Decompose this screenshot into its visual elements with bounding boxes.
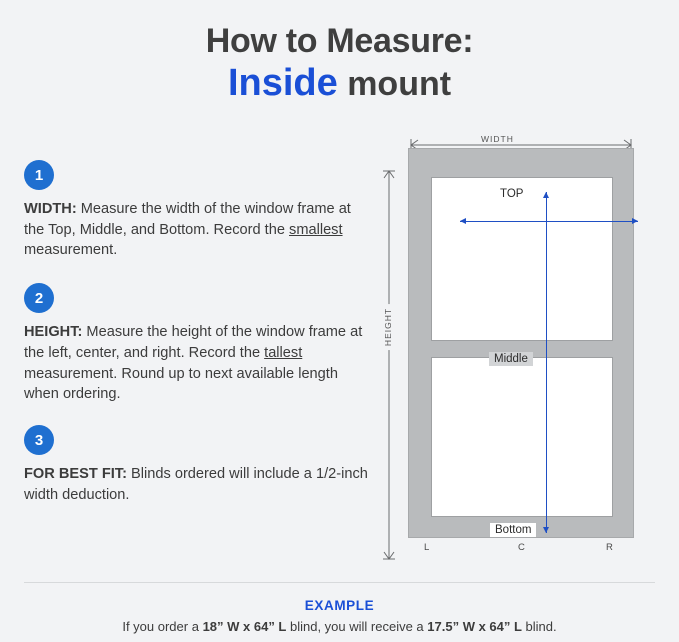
- example-middle: blind, you will receive a: [286, 619, 428, 634]
- step-badge-1: 1: [24, 160, 54, 190]
- example-footer: [0, 598, 679, 634]
- step-text-3: [24, 464, 374, 505]
- step-badge-3: 3: [24, 425, 54, 455]
- example-order-size: 18” W x 64” L: [202, 619, 287, 634]
- step-body-2: Measure the height of the window frame at the left, center, and right. Record the: [24, 324, 363, 361]
- example-suffix: blind.: [521, 619, 557, 634]
- middle-label: Middle: [489, 352, 533, 366]
- width-label: WIDTH: [477, 134, 518, 144]
- page-title-rest: mount: [337, 65, 452, 104]
- axis-left-label: L: [424, 542, 430, 553]
- step-item-1: [24, 160, 374, 261]
- step-body-1: Measure the width of the window frame at the Top, Middle, and Bottom. Record the: [24, 201, 351, 238]
- page-title-line1: How to Measure:: [205, 22, 474, 60]
- width-measure-line: [460, 221, 638, 222]
- step-body-3: Blinds ordered will include a 1/2-inch width deduction.: [24, 466, 368, 503]
- step-item-3: [24, 425, 374, 505]
- step-lead-1: WIDTH:: [24, 201, 77, 217]
- footer-divider: [24, 582, 655, 583]
- example-prefix: If you order a: [122, 619, 203, 634]
- window-frame: [408, 148, 634, 538]
- step-item-2: [24, 283, 374, 405]
- steps-list: [24, 160, 374, 521]
- step-underline-1: smallest: [289, 221, 343, 238]
- axis-letters: [408, 542, 634, 556]
- step-text-2: [24, 322, 374, 405]
- window-sash-bottom: [431, 357, 613, 517]
- page-title-accent: Inside: [227, 62, 338, 105]
- example-text: [0, 619, 679, 634]
- axis-right-label: R: [606, 542, 613, 553]
- example-title: EXAMPLE: [304, 598, 375, 613]
- axis-center-label: C: [518, 542, 525, 553]
- height-dimension-arrow-icon: [382, 170, 396, 560]
- step-underline-2: tallest: [264, 344, 303, 361]
- step-tail-1: measurement.: [24, 242, 118, 259]
- window-sash-top: [431, 177, 613, 341]
- step-lead-2: HEIGHT:: [24, 324, 83, 341]
- height-label: HEIGHT: [381, 304, 395, 350]
- top-label: TOP: [495, 187, 528, 201]
- step-lead-3: FOR BEST FIT:: [24, 466, 127, 483]
- page-title-line2: [0, 62, 679, 105]
- step-badge-2: 2: [24, 283, 54, 313]
- window-diagram: [380, 130, 660, 560]
- example-result-size: 17.5” W x 64” L: [427, 619, 522, 634]
- page-header: [0, 0, 679, 105]
- step-text-1: [24, 199, 374, 261]
- step-tail-2: measurement. Round up to next available length when ordering.: [24, 365, 338, 403]
- bottom-label: Bottom: [490, 523, 536, 537]
- height-measure-line: [546, 192, 547, 533]
